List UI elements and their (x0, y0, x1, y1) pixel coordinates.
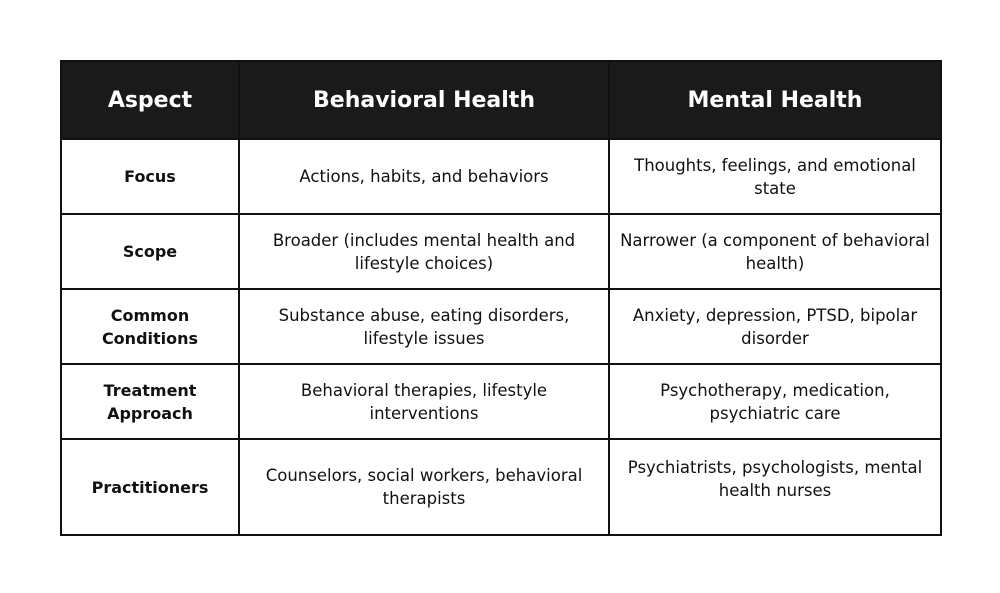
table-row (61, 214, 941, 289)
header-aspect: Aspect (61, 61, 239, 139)
row-behavioral-cell: Broader (includes mental health and lifestyle choices) (239, 214, 609, 289)
row-aspect-focus: Focus (61, 139, 239, 214)
comparison-table (60, 60, 942, 536)
row-mental-cell (609, 439, 941, 535)
row-aspect-practitioners: Practitioners (61, 439, 239, 535)
row-mental-cell: Narrower (a component of behavioral health) (609, 214, 941, 289)
header-row (61, 61, 941, 139)
row-aspect-common-conditions: Common Conditions (61, 289, 239, 364)
table-row (61, 364, 941, 439)
row-behavioral-cell: Behavioral therapies, lifestyle interventions (239, 364, 609, 439)
row-aspect-scope: Scope (61, 214, 239, 289)
table-row (61, 439, 941, 535)
header-mental-health: Mental Health (609, 61, 941, 139)
row-mental-cell: Anxiety, depression, PTSD, bipolar disorder (609, 289, 941, 364)
row-behavioral-cell (239, 439, 609, 535)
row-mental-text: Psychiatrists, psychologists, mental health nurses (627, 458, 923, 500)
table-row (61, 139, 941, 214)
row-mental-cell: Psychotherapy, medication, psychiatric care (609, 364, 941, 439)
row-mental-cell: Thoughts, feelings, and emotional state (609, 139, 941, 214)
header-behavioral-health: Behavioral Health (239, 61, 609, 139)
row-behavioral-text: Counselors, social workers, behavioral therapists (265, 466, 583, 508)
row-behavioral-cell: Actions, habits, and behaviors (239, 139, 609, 214)
row-behavioral-cell: Substance abuse, eating disorders, lifestyle issues (239, 289, 609, 364)
table-row (61, 289, 941, 364)
row-aspect-treatment-approach: Treatment Approach (61, 364, 239, 439)
